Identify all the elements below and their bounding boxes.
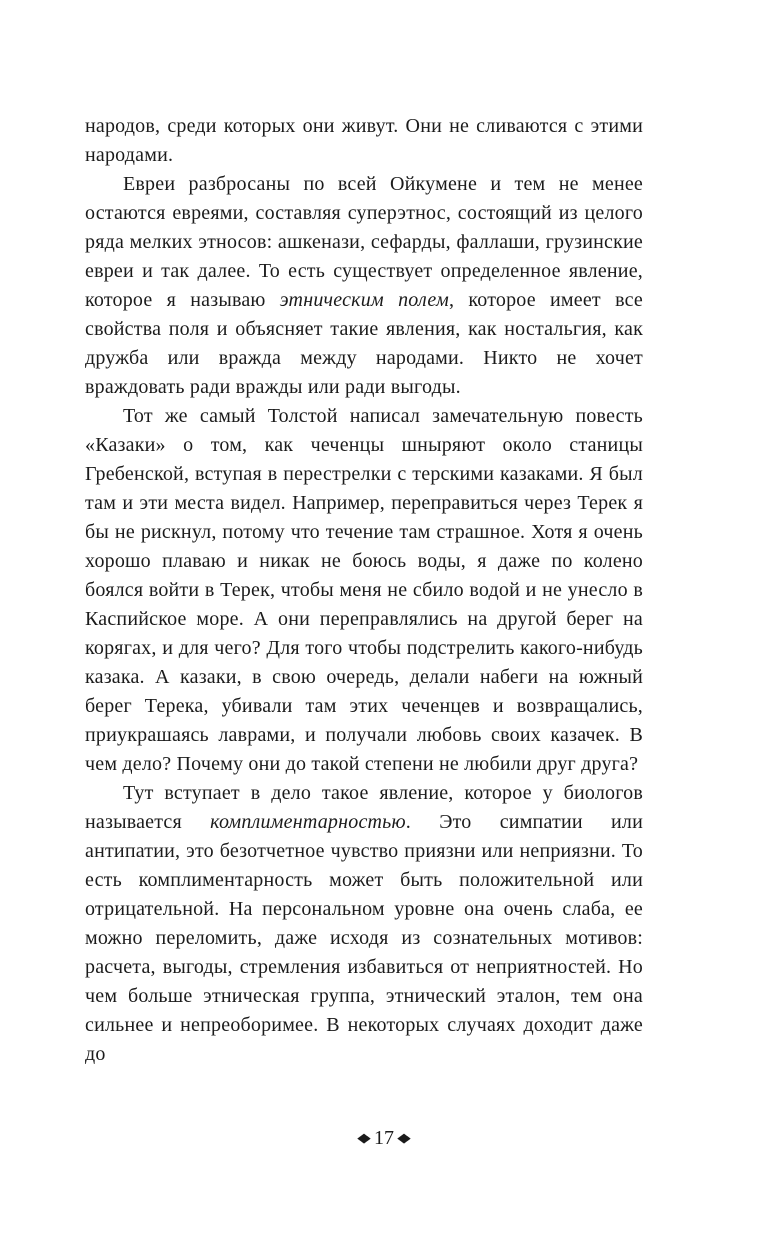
text-run: , которое имеет все свойства поля и объясняет такие явления, как ностальгия, как дружба или вражда между народами. Никто не хочет враждовать ради вражды или ради выгоды.: [85, 289, 643, 398]
page-footer: [0, 1127, 768, 1150]
page-text: [85, 112, 643, 1069]
page-number: 17: [374, 1127, 394, 1149]
text-run: народов, среди которых они живут. Они не сливаются с этими народами.: [85, 115, 643, 166]
italic-text-run: комплиментарностью: [210, 811, 406, 833]
paragraph: [85, 402, 643, 779]
paragraph: [85, 112, 643, 170]
text-run: Евреи разбросаны по всей Ойкумене и тем не менее остаются евреями, составляя суперэтнос, состоящий из целого ряда мелких этносов: ашкенази, сефарды, фаллаши, грузинские евреи и так далее. То есть существует определенное явление, которое я называю: [85, 173, 643, 311]
text-run: Тот же самый Толстой написал замечательную повесть «Казаки» о том, как чеченцы шныряют около станицы Гребенской, вступая в перестрелки с терскими казаками. Я был там и эти места видел. Например, переправиться через Терек я бы не рискнул, потому что течение там страшное. Хотя я очень хорошо плаваю и никак не боюсь воды, я даже по колено боялся войти в Терек, чтобы меня не сбило водой и не унесло в Каспийское море. А они переправлялись на другой берег на корягах, и для чего? Для того чтобы подстрелить какого-нибудь казака. А казаки, в свою очередь, делали набеги на южный берег Терека, убивали там этих чеченцев и возвращались, приукрашаясь лаврами, и получали любовь своих казачек. В чем дело? Почему они до такой степени не любили друг друга?: [85, 405, 643, 775]
paragraph: [85, 779, 643, 1069]
text-run: . Это симпатии или антипатии, это безотчетное чувство приязни или неприязни. То есть комплиментарность может быть положительной или отрицательной. На персональном уровне она очень слаба, ее можно переломить, даже исходя из сознательных мотивов: расчета, выгоды, стремления избавиться от неприятностей. Но чем больше этническая группа, этнический эталон, тем она сильнее и непреоборимее. В некоторых случаях доходит даже до: [85, 811, 643, 1065]
diamond-ornament-right-icon: ◆: [397, 1130, 411, 1145]
italic-text-run: этническим полем: [279, 289, 449, 311]
paragraph: [85, 170, 643, 402]
text-run: Тут вступает в дело такое явление, которое у биологов называется: [85, 782, 643, 833]
diamond-ornament-left-icon: ◆: [357, 1130, 371, 1145]
